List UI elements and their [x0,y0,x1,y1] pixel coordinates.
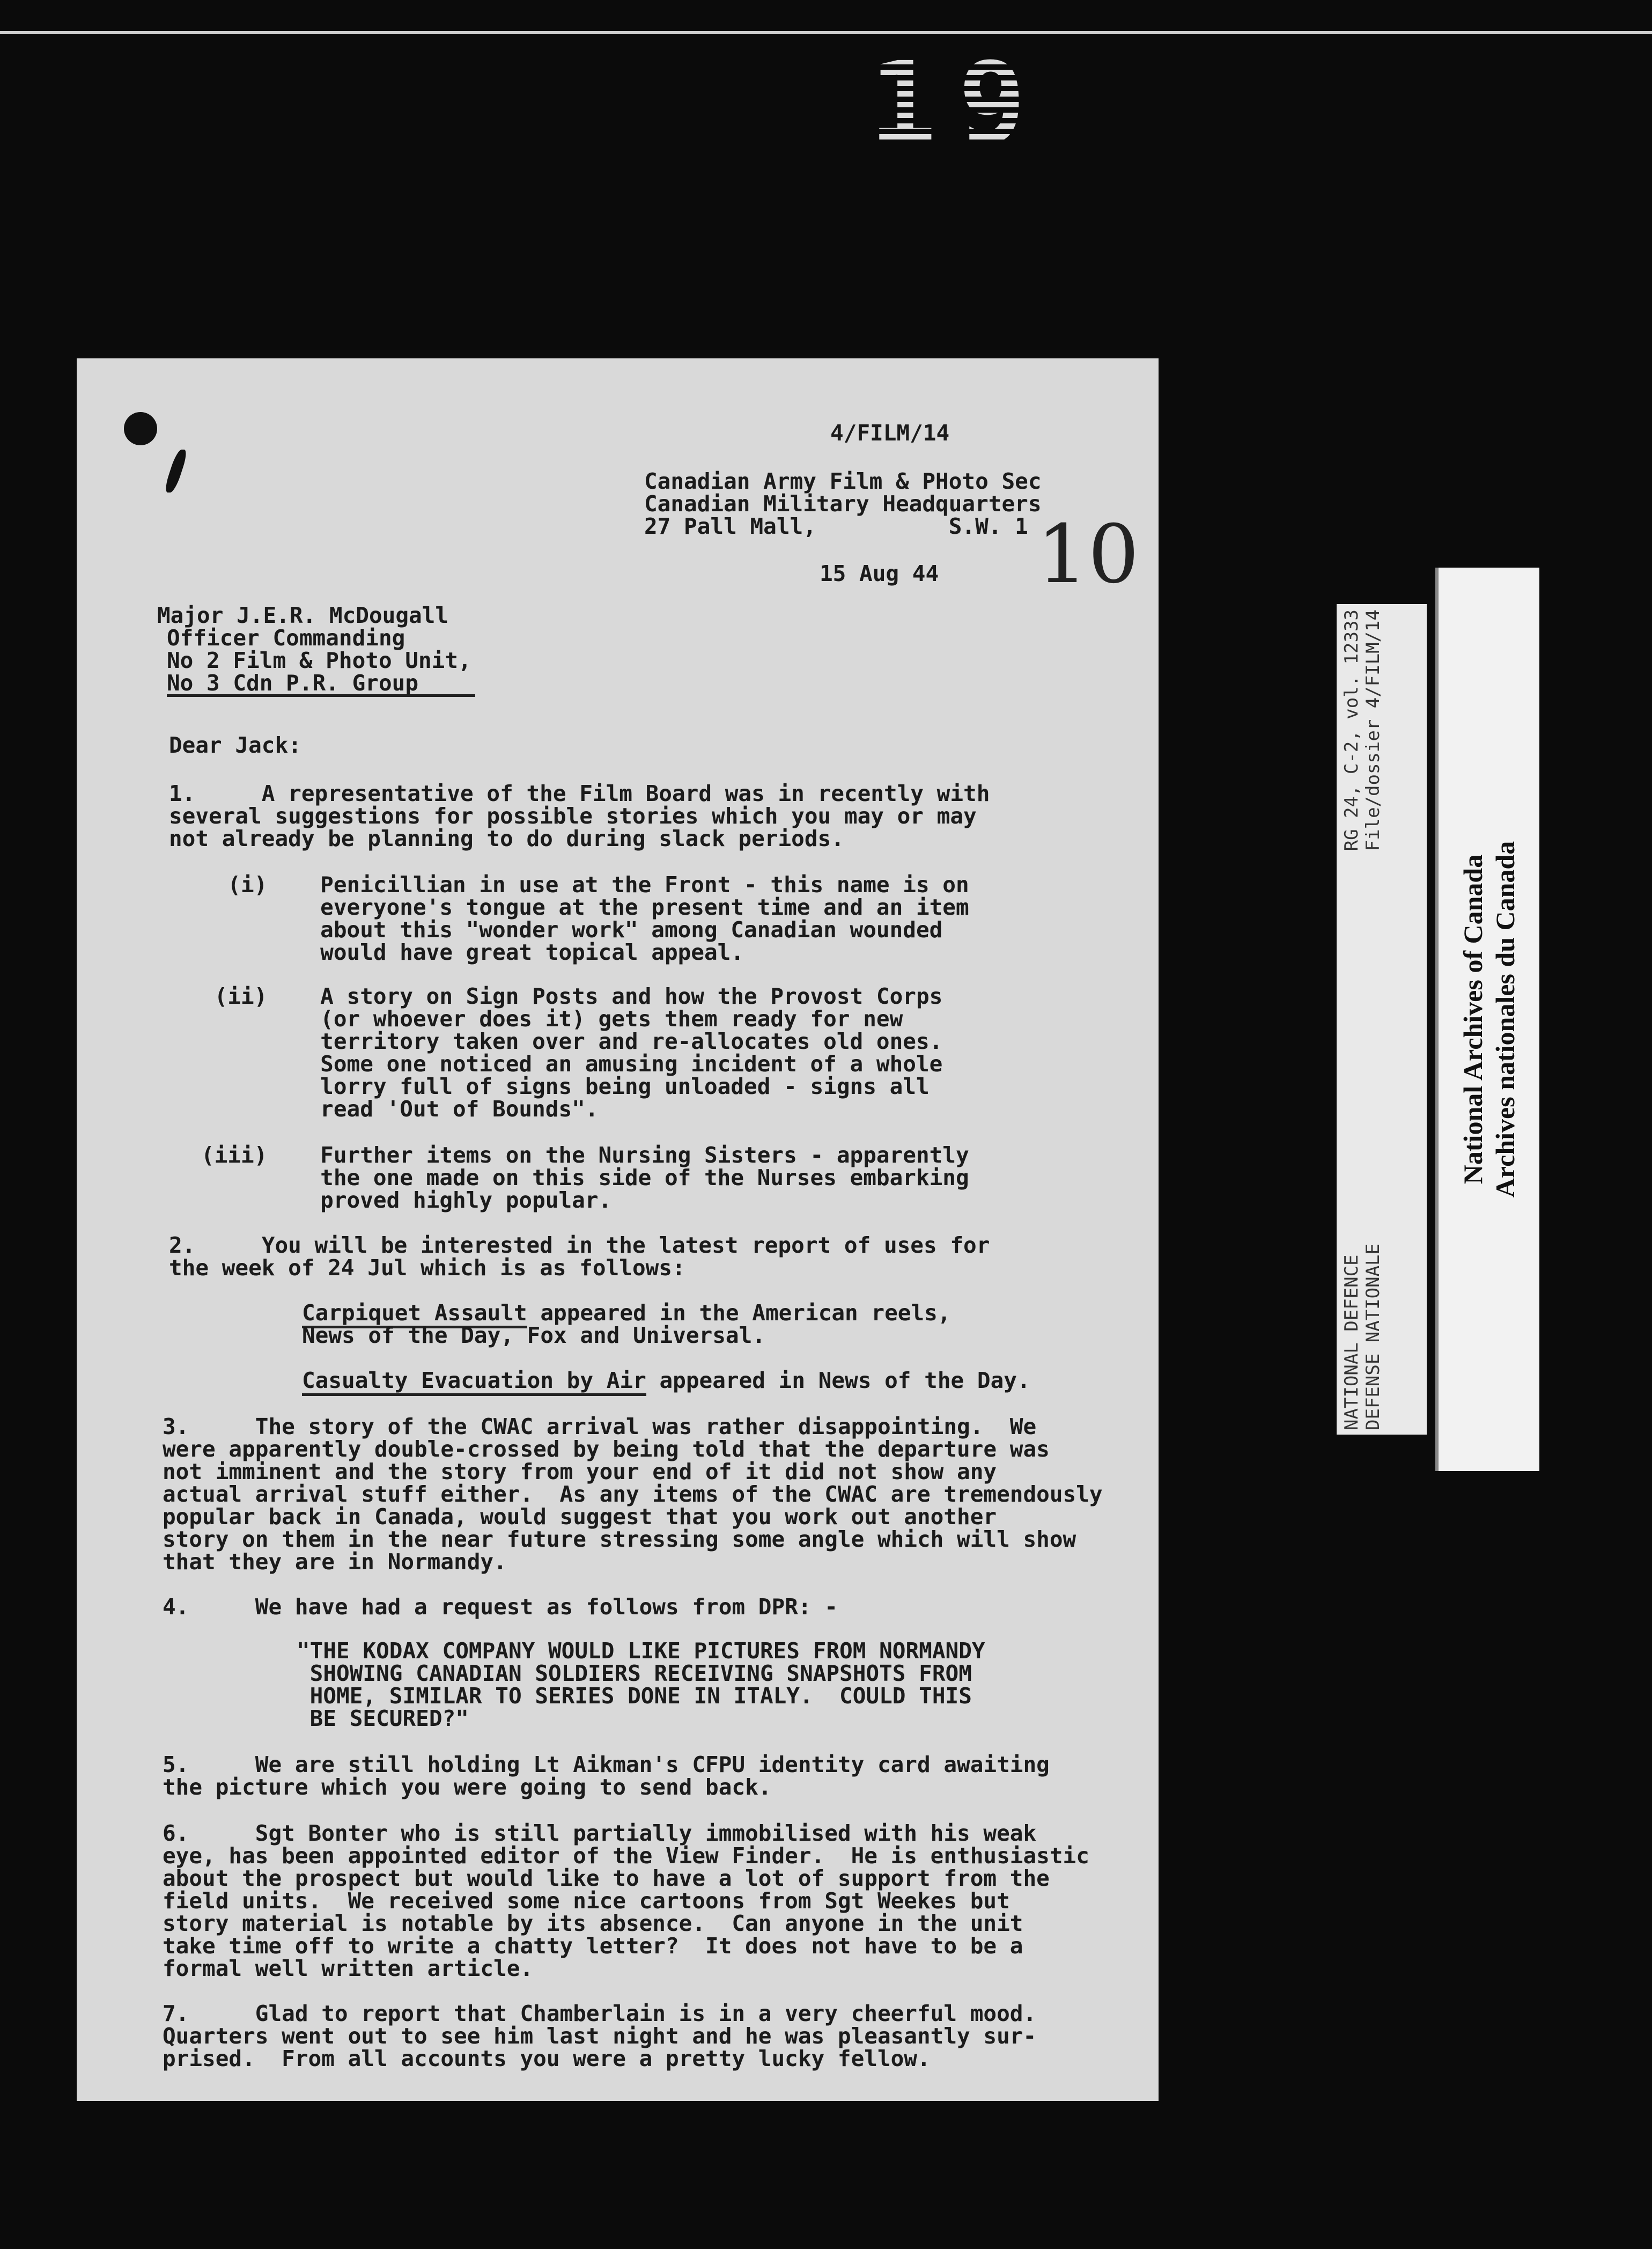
p7-line-2: Quarters went out to see him last night and he was pleasantly sur- [163,2023,1037,2049]
p2-item-1-rest: appeared in the American reels, [527,1300,951,1326]
sub-i-line-3: about this "wonder work" among Canadian wounded [201,917,943,943]
stamp-line-3: RG 24, C-2, vol. 12333 [1341,609,1362,851]
sub-ii-line-3: territory taken over and re-allocates old ones. [201,1028,943,1054]
recipient-line-3: No 2 Film & Photo Unit, [167,648,471,673]
p6-line-2: eye, has been appointed editor of the View Finder. He is enthusiastic [163,1843,1089,1869]
p6-line-1: 6. Sgt Bonter who is still partially immobilised with his weak [163,1820,1037,1846]
punch-hole [124,412,157,445]
p2-item-2 [302,1369,1030,1392]
sub-i-line-4: would have great topical appeal. [201,939,744,965]
archives-label-line-2: Archives nationales du Canada [1490,841,1520,1198]
p3-line-6: story on them in the near future stressing some angle which will show [163,1526,1076,1552]
p6-line-7: formal well written article. [163,1956,534,1981]
p2-line-1: 2. You will be interested in the latest report of uses for [169,1232,990,1258]
recipient-line-2: Officer Commanding [167,625,405,651]
stamp-line-4: File/dossier 4/FILM/14 [1362,609,1384,851]
p3-line-7: that they are in Normandy. [163,1549,507,1575]
p5-line-1: 5. We are still holding Lt Aikman's CFPU identity card awaiting [163,1752,1050,1777]
sub-iii-line-3: proved highly popular. [201,1187,612,1213]
sub-ii-line-4: Some one noticed an amusing incident of a whole [201,1051,943,1077]
sub-iii-line-2: the one made on this side of the Nurses embarking [201,1165,969,1190]
p6-line-6: take time off to write a chatty letter? It does not have to be a [163,1933,1023,1959]
p7-line-3: prised. From all accounts you were a pretty lucky fellow. [163,2046,931,2071]
sub-ii-line-6: read 'Out of Bounds". [201,1096,599,1122]
p5-line-2: the picture which you were going to send back. [163,1774,772,1800]
p2-item-2-rest: appeared in News of the Day. [646,1368,1030,1393]
p7-line-1: 7. Glad to report that Chamberlain is in a very cheerful mood. [163,2001,1037,2026]
p3-line-1: 3. The story of the CWAC arrival was rather disappointing. We [163,1414,1037,1439]
sub-i-line-1: (i) Penicillian in use at the Front - this name is on [201,872,969,898]
reference-stamp-label [1337,604,1427,1435]
p3-line-3: not imminent and the story from your end of it did not show any [163,1459,997,1484]
p2-item-1-title: Carpiquet Assault [302,1300,527,1328]
p4-quote-line-4: BE SECURED?" [297,1706,469,1731]
sender-line-2: Canadian Military Headquarters [644,491,1042,517]
film-edge [0,31,1652,34]
p2-item-2-title: Casualty Evacuation by Air [302,1368,646,1396]
archives-label-text [1439,568,1539,1471]
sub-i-line-2: everyone's tongue at the present time and an item [201,894,969,920]
letter-page [77,358,1159,2101]
stamp-text [1341,609,1384,1430]
p2-item-1-line-2: News of the Day, Fox and Universal. [302,1322,765,1348]
sub-ii-line-2: (or whoever does it) gets them ready for new [201,1006,903,1032]
p1-line-2: several suggestions for possible stories which you may or may [169,803,977,829]
recipient-line-1: Major J.E.R. McDougall [157,602,449,628]
p6-line-5: story material is notable by its absence. Can anyone in the unit [163,1910,1023,1936]
p1-line-3: not already be planning to do during slack periods. [169,826,844,851]
sub-iii-line-1: (iii) Further items on the Nursing Sisters - apparently [201,1142,969,1168]
p2-line-2: the week of 24 Jul which is as follows: [169,1255,685,1281]
frame-number: 19 [869,38,1048,169]
sender-line-3: 27 Pall Mall, S.W. 1 [644,513,1028,539]
salutation: Dear Jack: [169,732,301,758]
letter-date: 15 Aug 44 [820,561,939,586]
stamp-line-1: NATIONAL DEFENCE [1341,1254,1362,1430]
archives-label [1435,568,1539,1471]
recipient-line-4: No 3 Cdn P.R. Group [167,672,475,697]
p3-line-5: popular back in Canada, would suggest that you work out another [163,1504,997,1530]
p4-line: 4. We have had a request as follows from DPR: - [163,1594,838,1620]
p2-item-1 [302,1302,951,1324]
p4-quote-line-3: HOME, SIMILAR TO SERIES DONE IN ITALY. COULD THIS [297,1683,972,1709]
p6-line-4: field units. We received some nice cartoons from Sgt Weekes but [163,1888,1010,1914]
sender-line-1: Canadian Army Film & PHoto Sec [644,468,1042,494]
p3-line-2: were apparently double-crossed by being told that the departure was [163,1436,1050,1462]
p3-line-4: actual arrival stuff either. As any items of the CWAC are tremendously [163,1481,1103,1507]
sub-ii-line-1: (ii) A story on Sign Posts and how the Provost Corps [201,983,943,1009]
file-reference: 4/FILM/14 [830,420,950,446]
sub-ii-line-5: lorry full of signs being unloaded - signs all [201,1074,930,1099]
p6-line-3: about the prospect but would like to have a lot of support from the [163,1865,1050,1891]
p1-line-1: 1. A representative of the Film Board was in recently with [169,781,990,806]
stamp-line-2: DEFENSE NATIONALE [1362,1244,1384,1430]
p4-quote-line-2: SHOWING CANADIAN SOLDIERS RECEIVING SNAPSHOTS FROM [297,1660,972,1686]
handwritten-folio: 10 [1037,508,1139,601]
p4-quote-line-1: "THE KODAX COMPANY WOULD LIKE PICTURES FROM NORMANDY [297,1638,985,1664]
punch-mark [163,450,189,493]
archives-label-line-1: National Archives of Canada [1458,854,1488,1185]
